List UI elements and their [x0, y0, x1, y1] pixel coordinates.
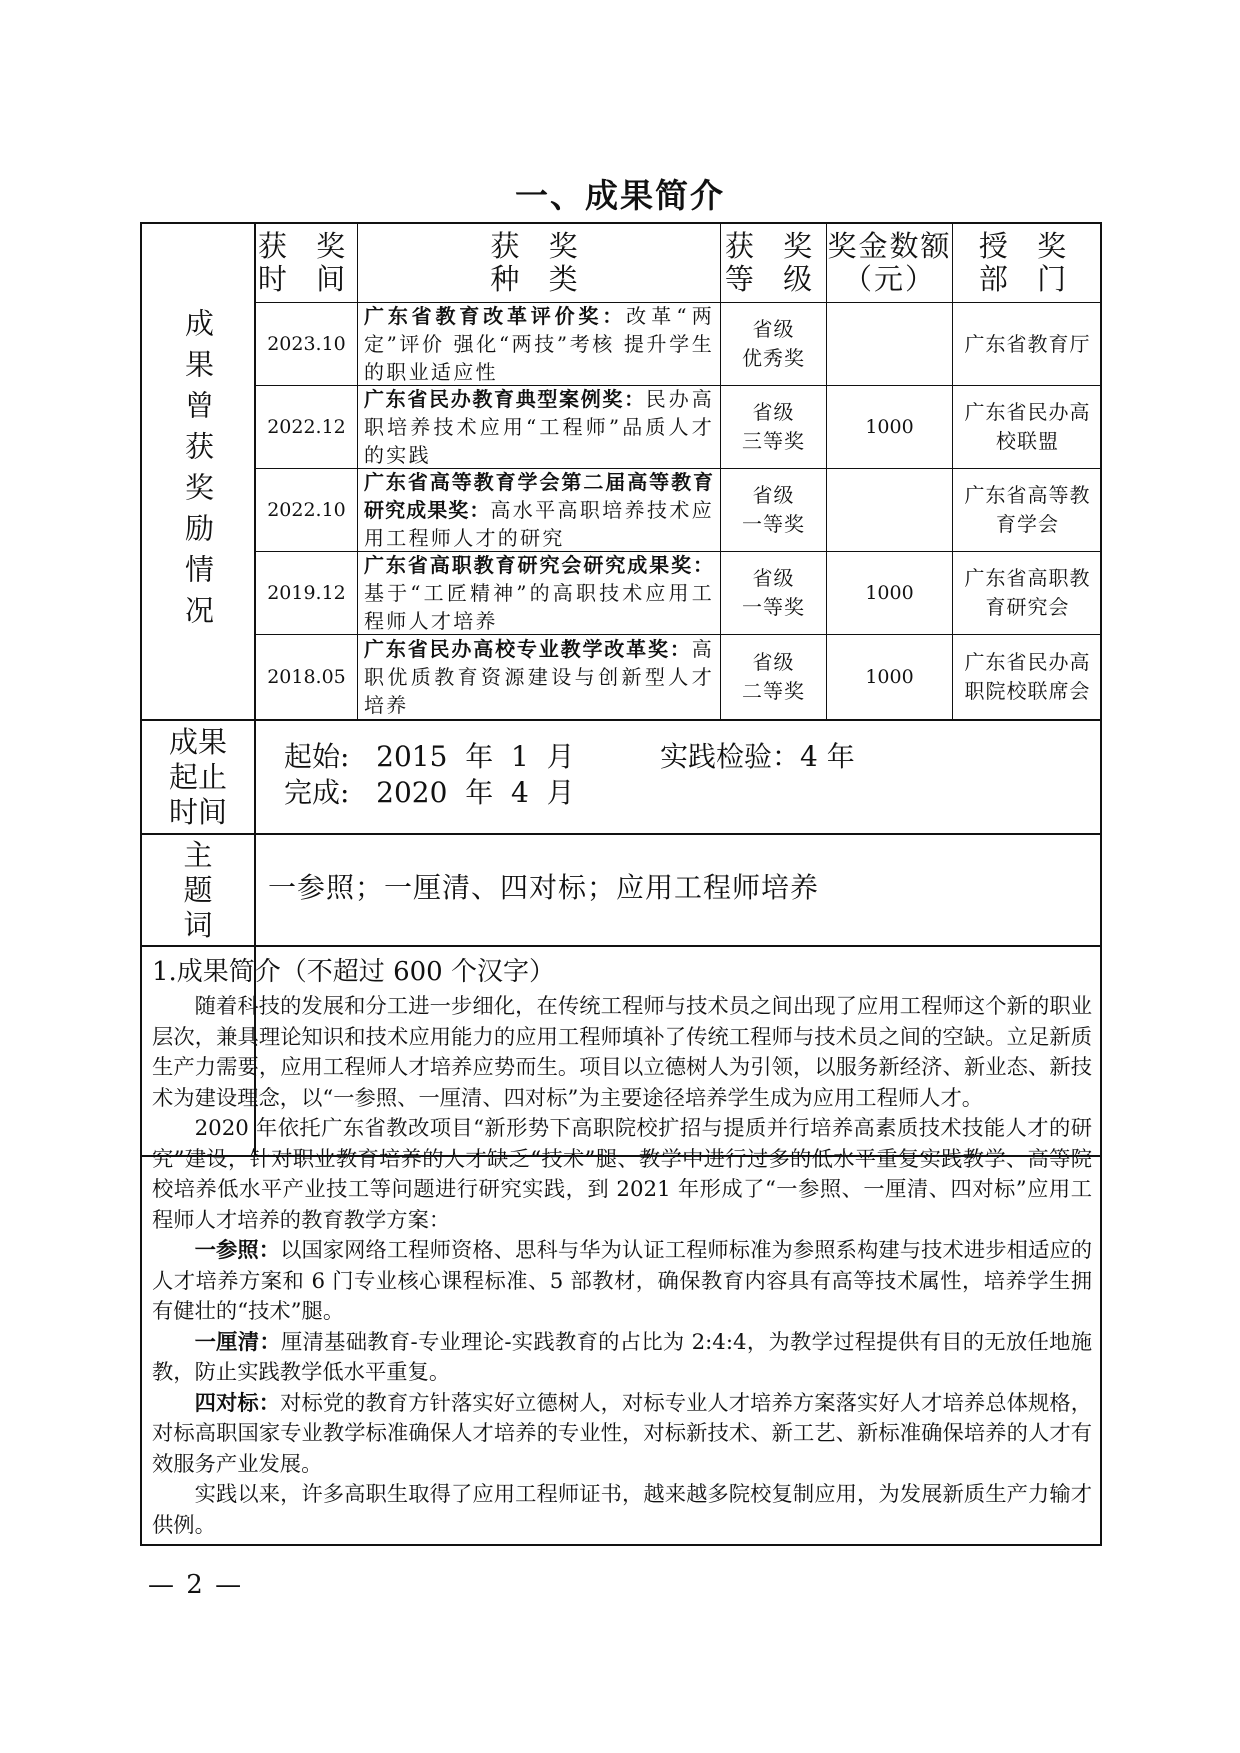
award-name: 广东省高职教育研究会研究成果奖：基于“工匠精神”的高职技术应用工程师人才培养 [364, 553, 714, 633]
award-level: 省级 三等奖 [742, 400, 805, 453]
keywords-label: 主 题 词 [183, 837, 213, 942]
award-level: 省级 二等奖 [742, 650, 805, 703]
award-name: 广东省民办教育典型案例奖：民办高职培养技术应用“工程师”品质人才的实践 [364, 387, 714, 467]
award-dept: 广东省高等教育学会 [964, 483, 1091, 536]
award-amount [827, 469, 952, 551]
period-start: 起始: 2015 年 1 月 [284, 740, 575, 773]
award-level: 省级 一等奖 [742, 566, 805, 619]
page-title: 一、成果简介 [515, 176, 725, 215]
award-date: 2022.10 [267, 499, 346, 521]
period-end: 完成: 2020 年 4 月 [284, 776, 575, 809]
header-award-time: 获 奖 时 间 [257, 229, 356, 296]
award-dept: 广东省教育厅 [964, 331, 1091, 356]
award-level: 省级 优秀奖 [742, 317, 805, 370]
summary-heading: 1.成果简介（不超过 600 个汉字） [152, 957, 555, 987]
header-award-type: 获 奖 种 类 [490, 229, 588, 296]
award-amount: 1000 [865, 582, 914, 604]
award-name: 广东省教育改革评价奖：改革“两定”评价 强化“两技”考核 提升学生的职业适应性 [364, 304, 714, 384]
summary-paragraph: 一厘清：厘清基础教育-专业理论-实践教育的占比为 2:4:4，为教学过程提供有目的无放任地施教，防止实践教学低水平重复。 [152, 1329, 1092, 1385]
award-amount: 1000 [865, 416, 914, 438]
summary-paragraph: 四对标：对标党的教育方针落实好立德树人，对标专业人才培养方案落实好人才培养总体规格，对标高职国家专业教学标准确保人才培养的专业性，对标新技术、新工艺、新标准确保培养的人才有效服务产业发展。 [152, 1390, 1092, 1477]
summary-paragraph: 实践以来，许多高职生取得了应用工程师证书，越来越多院校复制应用，为发展新质生产力输才供例。 [152, 1482, 1092, 1538]
page-number: — 2 — [148, 1570, 244, 1600]
keywords-text: 一参照；一厘清、四对标；应用工程师培养 [268, 871, 820, 904]
header-award-level: 获 奖 等 级 [724, 229, 823, 296]
practice-duration: 实践检验：4 年 [660, 740, 855, 773]
summary-section [152, 954, 1092, 1541]
award-level: 省级 一等奖 [742, 483, 805, 536]
award-date: 2023.10 [267, 333, 346, 355]
award-dept: 广东省高职教育研究会 [964, 566, 1091, 619]
award-amount: 1000 [865, 666, 914, 688]
period-label: 成果 起止 时间 [168, 724, 227, 829]
header-award-amount: 奖金数额 （元） [827, 229, 952, 296]
award-name: 广东省民办高校专业教学改革奖：高职优质教育资源建设与创新型人才培养 [364, 637, 714, 717]
award-date: 2019.12 [267, 582, 346, 604]
summary-paragraph: 2020 年依托广东省教改项目“新形势下高职院校扩招与提质并行培养高素质技术技能人才的研究”建设，针对职业教育培养的人才缺乏“技术”腿、教学中进行过多的低水平重复实践教学、高等院校培养低水平产业技工等问题进行研究实践，到 2021 年形成了“一参照、一厘清、四对标”应用工程师人才培养的教育教学方案： [152, 1116, 1092, 1233]
header-award-dept: 授 奖 部 门 [978, 229, 1077, 296]
award-date: 2018.05 [267, 666, 346, 688]
award-dept: 广东省民办高校联盟 [964, 400, 1091, 453]
awards-section-label: 成果曾获奖励情况 [181, 307, 215, 636]
award-amount [827, 303, 952, 385]
summary-paragraph: 一参照：以国家网络工程师资格、思科与华为认证工程师标准为参照系构建与技术进步相适应的人才培养方案和 6 门专业核心课程标准、5 部教材，确保教育内容具有高等技术属性，培养学生拥有健壮的“技术”腿。 [152, 1238, 1092, 1324]
award-dept: 广东省民办高职院校联席会 [964, 650, 1091, 703]
award-name: 广东省高等教育学会第二届高等教育研究成果奖：高水平高职培养技术应用工程师人才的研究 [364, 470, 715, 550]
award-date: 2022.12 [267, 416, 346, 438]
summary-paragraph: 随着科技的发展和分工进一步细化，在传统工程师与技术员之间出现了应用工程师这个新的职业层次，兼具理论知识和技术应用能力的应用工程师填补了传统工程师与技术员之间的空缺。立足新质生产力需要，应用工程师人才培养应势而生。项目以立德树人为引领，以服务新经济、新业态、新技术为建设理念，以“一参照、一厘清、四对标”为主要途径培养学生成为应用工程师人才。 [152, 994, 1092, 1111]
